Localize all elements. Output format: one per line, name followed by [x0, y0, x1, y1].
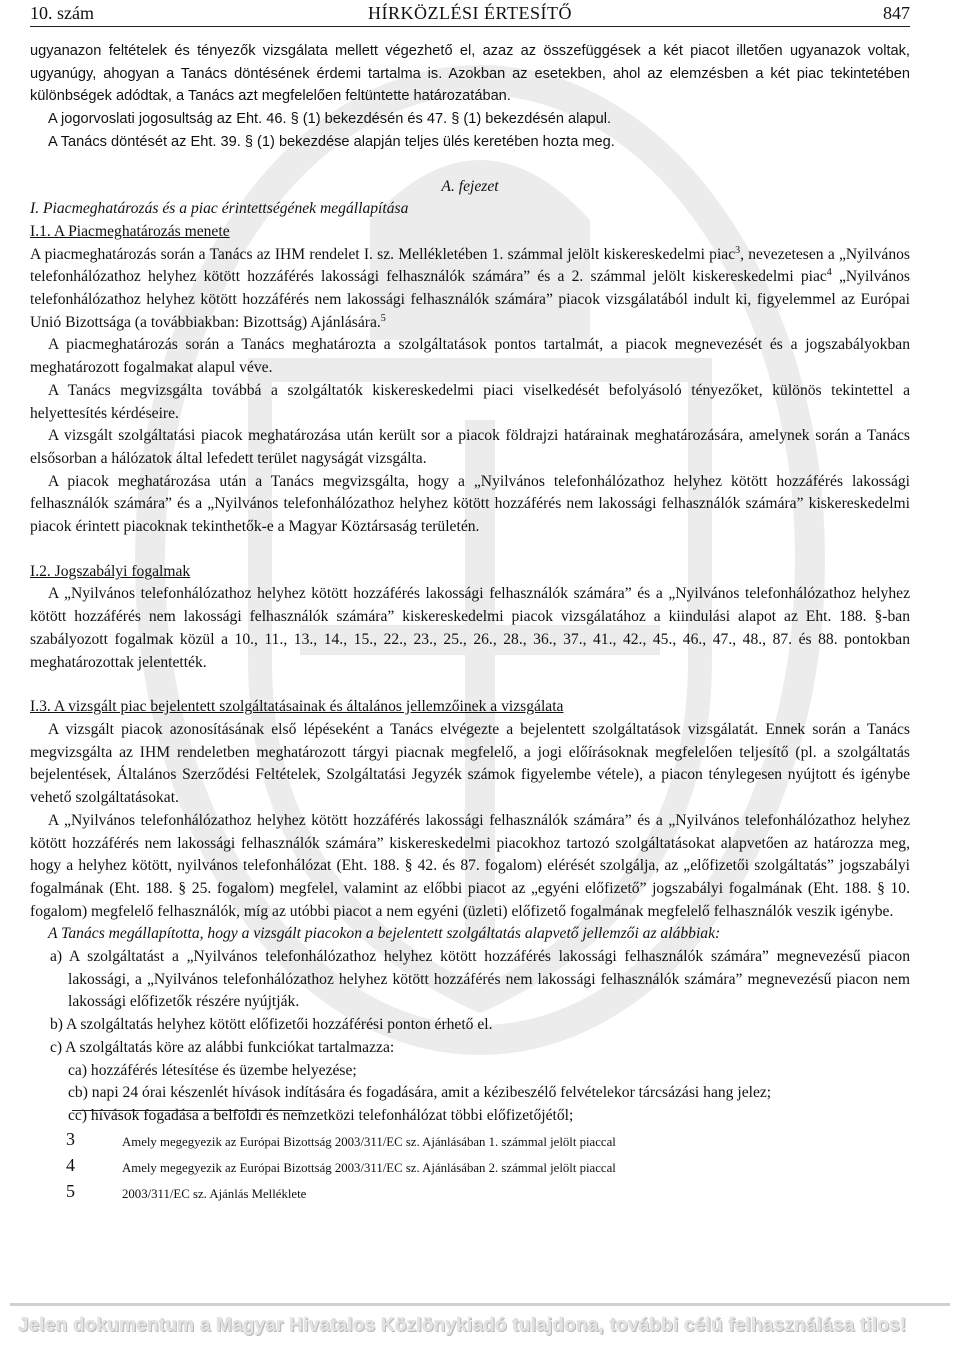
- list-item: b) A szolgáltatás helyhez kötött előfizetői hozzáférési ponton érhető el.: [50, 1016, 493, 1034]
- list-item: cb) napi 24 órai készenlét hívások indítására és fogadására, amit a kézibeszélő felvételekor tárcsázási hang jelez;: [68, 1084, 772, 1102]
- paragraph: A jogorvoslati jogosultság az Eht. 46. § (1) bekezdésén és 47. § (1) bekezdésén alapul.: [48, 111, 612, 128]
- subsection-heading: I.3. A vizsgált piac bejelentett szolgáltatásainak és általános jellemzőinek a vizsgálata: [30, 698, 564, 716]
- publication-title: HÍRKÖZLÉSI ÉRTESÍTŐ: [368, 3, 572, 23]
- footnote-text: Amely megegyezik az Európai Bizottság 2003/311/EC sz. Ajánlásában 1. számmal jelölt piaccal: [122, 1135, 616, 1149]
- subsection-heading: I.1. A Piacmeghatározás menete: [30, 222, 230, 240]
- footnote-separator: [72, 1110, 302, 1111]
- footnote: [66, 1181, 906, 1210]
- footnote-ref: 5: [380, 312, 386, 324]
- paragraph: A piacok meghatározása után a Tanács megvizsgálta, hogy a „Nyilvános telefonhálózathoz helyhez kötött hozzáférés lakossági felhasználók számára” és a „Nyilvános telefonhálózathoz helyhez kötött hozzáférés nem lakossági felhasználók számára” kiskereskedelmi piacok érintett piacoknak tekinthetők-e a Magyar Köztársaság területén.: [30, 472, 910, 536]
- footnote-ref: 3: [735, 244, 741, 256]
- paragraph: A vizsgált szolgáltatási piacok meghatározása után került sor a piacok földrajzi határainak meghatározására, amelynek során a Tanács elsősorban a hálózatok által lefedett terület nagyságát vizsgálta.: [30, 427, 910, 467]
- footnote-text: 2003/311/EC sz. Ajánlás Melléklete: [122, 1187, 307, 1201]
- running-header: [30, 2, 910, 27]
- footnote: [66, 1129, 906, 1158]
- list-item: c) A szolgáltatás köre az alábbi funkciókat tartalmazza:: [50, 1038, 395, 1056]
- chapter-heading: A. fejezet: [441, 177, 499, 195]
- paragraph: A Tanács megvizsgálta továbbá a szolgáltatók kiskereskedelmi piaci viselkedését befolyásoló tényezőket, különös tekintettel a helyettesítés kérdéseire.: [30, 381, 910, 422]
- footnote-number: 4: [66, 1155, 75, 1175]
- list-item: cc) hívások fogadása a belföldi és nemzetközi telefonhálózat többi előfizetőjétől;: [68, 1106, 574, 1124]
- watermark-rule: [10, 1303, 950, 1306]
- paragraph: A Tanács megállapította, hogy a vizsgált piacokon a bejelentett szolgáltatás alapvető jellemzői az alábbiak:: [48, 925, 721, 943]
- paragraph: A piacmeghatározás során a Tanács meghatározta a szolgáltatások pontos tartalmát, a piacok megnevezését és a jogszabályokban meghatározott fogalmakat alapul véve.: [30, 336, 910, 377]
- subsection-heading: I.2. Jogszabályi fogalmak: [30, 562, 191, 580]
- body-text: [30, 40, 910, 1128]
- footnote-text: Amely megegyezik az Európai Bizottság 2003/311/EC sz. Ajánlásában 2. számmal jelölt piaccal: [122, 1161, 616, 1175]
- footnotes: [66, 1129, 906, 1210]
- paragraph: A vizsgált piacok azonosításának első lépéseként a Tanács elvégezte a bejelentett szolgáltatások vizsgálatát. Ennek során a Tanács megvizsgálta az IHM rendeletben meghatározott tárgyi piacnak megfelelő, a jogi előírásoknak megfelelően teljesítő (pl. a szolgáltatás bejelentések, Általános Szerződési Feltételek, Szolgáltatási Jegyzék számok figyelembe vétele), a piacon ténylegesen nyújtott és igénybe vehető szolgáltatásokat.: [30, 720, 910, 807]
- paragraph: A piacmeghatározás során a Tanács az IHM rendelet I. sz. Mellékletében 1. számmal jelölt kiskereskedelmi piac$^3$, nevezetesen a „Nyilvános telefonhálózathoz helyhez kötött hozzáférés lakossági felhasználók számára” és a 2. számmal jelölt kiskereskedelmi piac$^4$ „Nyilvános telefonhálózathoz helyhez kötött hozzáférés nem lakossági felhasználók számára” piacok vizsgálatából indult ki, figyelemmel az Európai Unió Bizottsága (a továbbiakban: Bizottság) Ajánlására.$^5$: [30, 244, 910, 331]
- paragraph: A Tanács döntését az Eht. 39. § (1) bekezdése alapján teljes ülés keretében hozta meg.: [48, 133, 615, 150]
- footnote: [66, 1155, 906, 1184]
- footnote-ref: 4: [826, 267, 832, 279]
- list-item: ca) hozzáférés létesítése és üzembe helyezése;: [68, 1061, 357, 1079]
- footnote-number: 3: [66, 1129, 75, 1149]
- section-heading: I. Piacmeghatározás és a piac érintettségének megállapítása: [30, 200, 409, 218]
- paragraph: A „Nyilvános telefonhálózathoz helyhez kötött hozzáférés lakossági felhasználók számára” és a „Nyilvános telefonhálózathoz helyhez kötött hozzáférés nem lakossági felhasználók számára” kiskereskedelmi piacokhoz tartozó szolgáltatásokat alapvetően az határozza meg, hogy a helyhez kötött, nyilvános telefonhálózat (Eht. 188. § 42. és 87. fogalom) elérését szolgálja, az „előfizetői szolgáltatás” jogszabályi fogalmának (Eht. 188. § 25. fogalom) megfelel, valamint az előbbi piacot az „egyéni előfizető” jogszabályi fogalmának (Eht. 188. § 10. fogalom) megfelelő felhasználók, míg az utóbbi piacot a nem egyéni (üzleti) előfizető fogalmának megfelelő felhasználók veszik igénybe.: [30, 811, 910, 920]
- page-number: 847: [883, 3, 910, 23]
- copyright-watermark: Jelen dokumentum a Magyar Hivatalos Közlönykiadó tulajdona, további célú felhasználása tilos!: [18, 1315, 907, 1336]
- list-item: a) A szolgáltatást a „Nyilvános telefonhálózathoz helyhez kötött hozzáférés lakossági felhasználók számára” megnevezésű piacon lakossági, a „Nyilvános telefonhálózathoz helyhez kötött hozzáférés nem lakossági felhasználók számára” megnevezésű piacon nem lakossági előfizetők részére nyújtják.: [50, 948, 910, 1011]
- footnote-number: 5: [66, 1181, 75, 1201]
- issue-number: 10. szám: [30, 3, 94, 23]
- paragraph: ugyanazon feltételek és tényezők vizsgálata mellett végezhető el, azaz az összefüggések a két piacot illetően ugyanazok voltak, ugyanúgy, ahogyan a Tanács döntésének érdemi tartalma is. Azokban az esetekben, ahol az elemzésben a két piac tekintetében különbségek adódtak, a Tanács azt megfelelően feltüntette határozatában.: [30, 43, 910, 105]
- paragraph: A „Nyilvános telefonhálózathoz helyhez kötött hozzáférés lakossági felhasználók számára” és a „Nyilvános telefonhálózathoz helyhez kötött hozzáférés nem lakossági felhasználók számára” kiskereskedelmi piacok vizsgálatához a kiindulási alapot az Eht. 188. §-ban szabályozott fogalmak közül a 10., 11., 13., 14., 15., 22., 23., 25., 26., 28., 36., 37., 41., 42., 45., 46., 47., 48., 87. és 88. pontokban meghatározottak jelentették.: [30, 585, 910, 671]
